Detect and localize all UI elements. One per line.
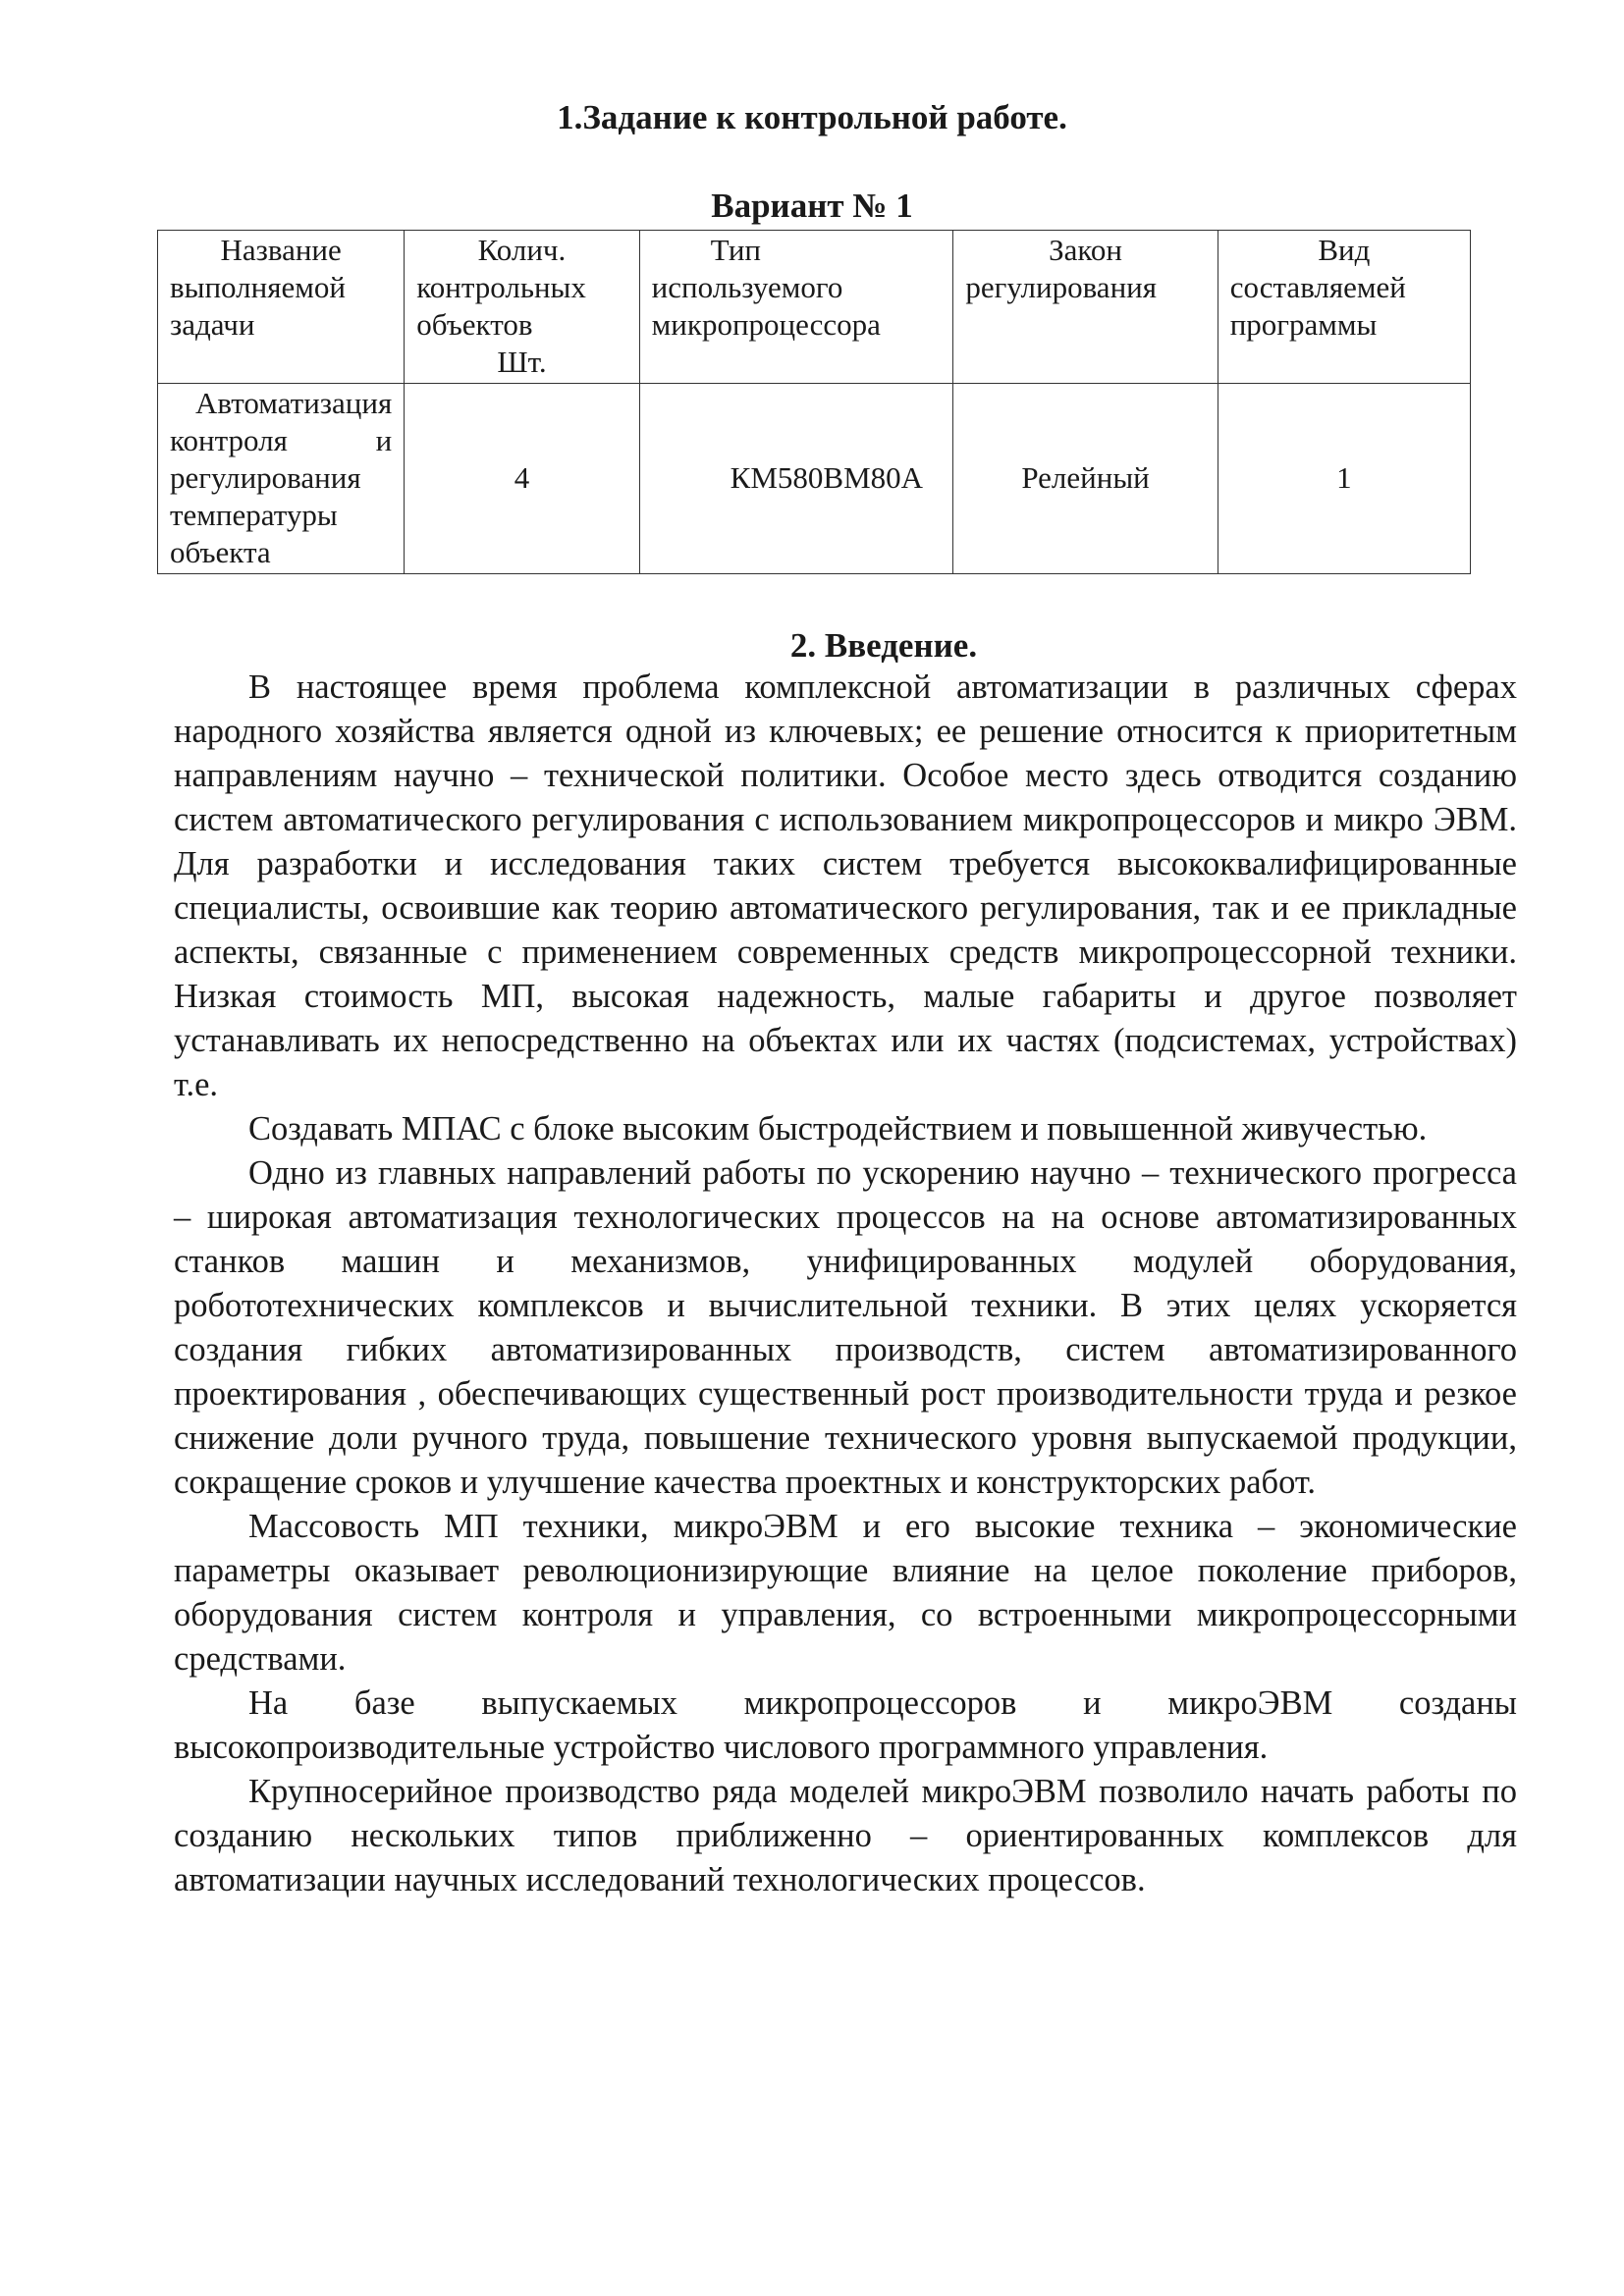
processor-type-value: КМ580ВМ80А bbox=[730, 460, 924, 495]
intro-paragraph: В настоящее время проблема комплексной автоматизации в различных сферах народного хозяйства является одной из ключевых; ее решение относится к приоритетным направлениям научно – технической политики. Особое место здесь отводится созданию систем автоматического регулирования с использованием микропроцессоров и микро ЭВМ. Для разработки и исследования таких систем требуется высококвалифицированные специалисты, освоившие как теорию автоматического регулирования, так и ее прикладные аспекты, связанные с применением современных средств микропроцессорной техники. Низкая стоимость МП, высокая надежность, малые габариты и другое позволяет устанавливать их непосредственно на объектах или их частях (подсистемах, устройствах) т.е. bbox=[174, 668, 1517, 1103]
header-task-name-line: Название bbox=[220, 233, 342, 267]
table-header-row bbox=[158, 231, 1471, 384]
header-control-law-line: Закон bbox=[1049, 233, 1122, 267]
header-processor-type-line: Тип bbox=[710, 233, 762, 267]
intro-body bbox=[174, 666, 1517, 1902]
control-law-value: Релейный bbox=[1021, 460, 1150, 495]
header-processor-type-line: микропроцессора bbox=[651, 307, 881, 342]
header-object-count bbox=[405, 231, 639, 384]
header-processor-type-line: используемого bbox=[651, 270, 843, 304]
cell-object-count bbox=[405, 384, 639, 574]
header-processor-type bbox=[639, 231, 953, 384]
intro-paragraph: Массовость МП техники, микроЭВМ и его высокие техника – экономические параметры оказывает революционизирующие влияние на целое поколение приборов, оборудования систем контроля и управления, со встроенными микропроцессорными средствами. bbox=[174, 1508, 1517, 1678]
header-program-type-line: составляемей bbox=[1229, 270, 1406, 304]
cell-program-type bbox=[1218, 384, 1470, 574]
cell-processor-type bbox=[639, 384, 953, 574]
cell-control-law bbox=[953, 384, 1218, 574]
task-table bbox=[157, 230, 1471, 574]
header-control-law-line: регулирования bbox=[965, 270, 1158, 304]
intro-paragraph: Крупносерийное производство ряда моделей микроЭВМ позволило начать работы по созданию нескольких типов приближенно – ориентированных комплексов для автоматизации научных исследований технологических процессов. bbox=[174, 1773, 1517, 1898]
intro-paragraph: Одно из главных направлений работы по ускорению научно – технического прогресса – широкая автоматизация технологических процессов на на основе автоматизированных станков машин и механизмов, унифицированных модулей оборудования, робототехнических комплексов и вычислительной техники. В этих целях ускоряется создания гибких автоматизированных производств, систем автоматизированного проектирования , обеспечивающих существенный рост производительности труда и резкое снижение доли ручного труда, повышение технического уровня выпускаемой продукции, сокращение сроков и улучшение качества проектных и конструкторских работ. bbox=[174, 1154, 1517, 1501]
header-object-count-line: Шт. bbox=[497, 345, 547, 379]
intro-paragraph: На базе выпускаемых микропроцессоров и микроЭВМ созданы высокопроизводительные устройство числового программного управления. bbox=[174, 1684, 1517, 1766]
header-program-type-line: программы bbox=[1229, 307, 1378, 342]
header-task-name-line: задачи bbox=[170, 307, 255, 342]
header-program-type-line: Вид bbox=[1318, 233, 1371, 267]
header-object-count-line: объектов bbox=[416, 307, 533, 342]
variant-heading: Вариант № 1 bbox=[711, 187, 913, 225]
table-row bbox=[158, 384, 1471, 574]
header-task-name-line: выполняемой bbox=[170, 270, 346, 304]
cell-task-name bbox=[158, 384, 405, 574]
header-control-law bbox=[953, 231, 1218, 384]
header-task-name bbox=[158, 231, 405, 384]
task-name-text: Автоматизация контроля и регулирования температуры объекта bbox=[170, 386, 393, 569]
program-type-value: 1 bbox=[1336, 460, 1352, 495]
header-object-count-line: Колич. bbox=[477, 233, 567, 267]
task-heading: 1.Задание к контрольной работе. bbox=[557, 98, 1067, 136]
intro-heading: 2. Введение. bbox=[789, 626, 978, 665]
header-program-type bbox=[1218, 231, 1470, 384]
header-object-count-line: контрольных bbox=[416, 270, 586, 304]
object-count-value: 4 bbox=[514, 460, 530, 495]
intro-paragraph: Создавать МПАС с блоке высоким быстродействием и повышенной живучестью. bbox=[248, 1110, 1428, 1148]
